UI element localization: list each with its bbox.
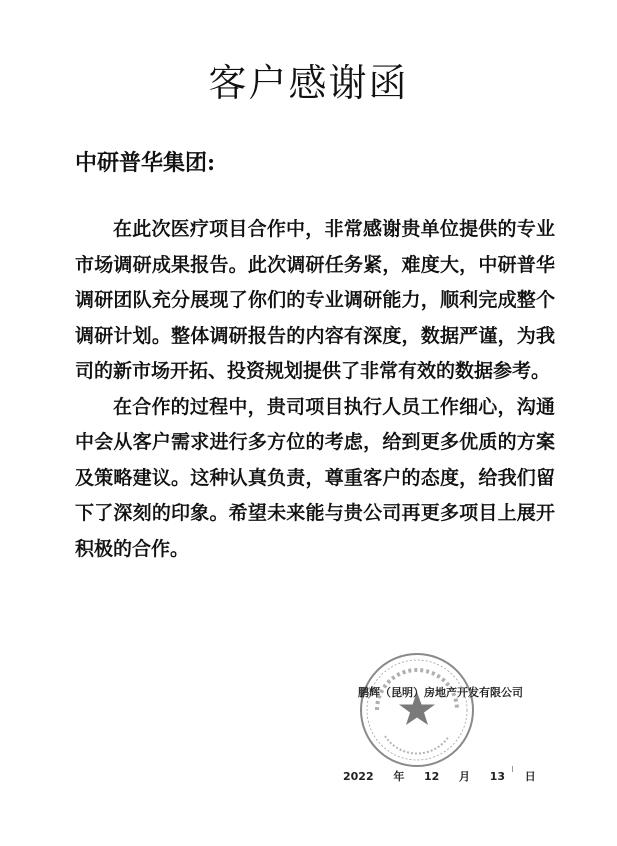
date-day: 13 <box>489 770 505 783</box>
date-day-unit: 日 <box>524 770 536 783</box>
company-name: 鹏辉（昆明）房地产开发有限公司 <box>358 686 523 699</box>
company-seal-icon <box>357 650 477 770</box>
body-paragraph-2: 在合作的过程中，贵司项目执行人员工作细心，沟通中会从客户需求进行多方位的考虑，给到更多优质的方案及策略建议。这种认真负责，尊重客户的态度，给我们留下了深刻的印象。希望未来能与贵公司再更多项目上展开积极的合作。 <box>75 395 555 560</box>
letter-title: 客户感谢函 <box>208 61 409 105</box>
date-month: 12 <box>424 770 440 783</box>
letter-date <box>343 768 536 784</box>
date-year: 2022 <box>343 770 374 783</box>
salutation: 中研普华集团: <box>75 150 216 176</box>
scan-mark <box>512 766 513 772</box>
date-year-unit: 年 <box>393 770 405 783</box>
letter-body <box>75 212 555 567</box>
body-paragraph-1: 在此次医疗项目合作中，非常感谢贵单位提供的专业市场调研成果报告。此次调研任务紧，难度大，中研普华调研团队充分展现了你们的专业调研能力，顺利完成整个调研计划。整体调研报告的内容有深度，数据严谨，为我司的新市场开拓、投资规划提供了非常有效的数据参考。 <box>75 218 555 382</box>
date-month-unit: 月 <box>459 770 470 783</box>
